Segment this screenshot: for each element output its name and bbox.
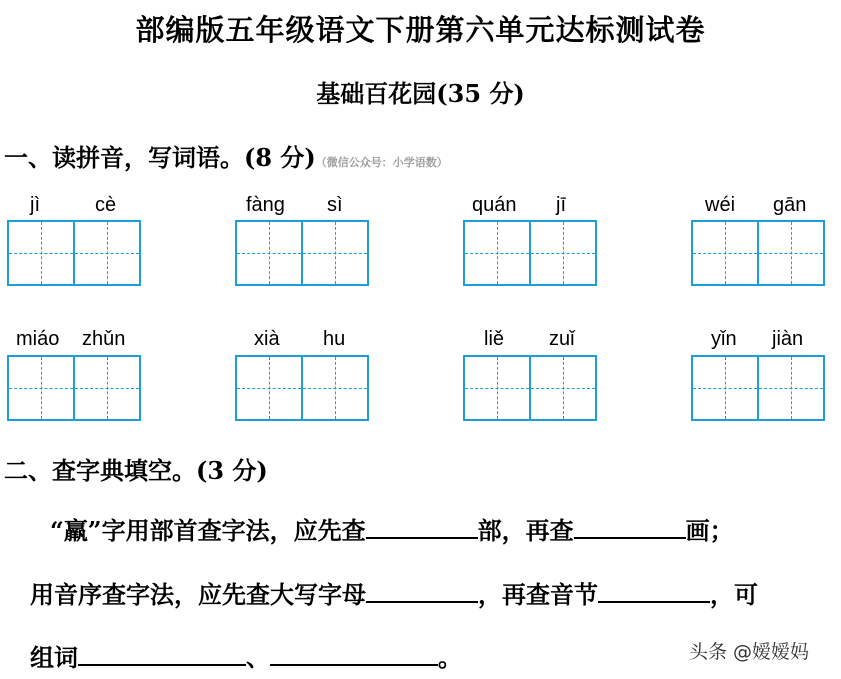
section-1-heading [4,138,448,173]
dictionary-line-3 [30,638,462,673]
pinyin: zuǐ [549,328,575,350]
question-text: 画； [685,516,734,545]
answer-blank-word-2[interactable] [270,642,438,666]
answer-blank-word-1[interactable] [78,642,246,666]
question-text: ，再查音节 [478,580,598,609]
pinyin: jiàn [772,328,804,350]
pinyin: zhǔn [82,328,126,350]
dictionary-line-2 [30,575,758,610]
watermark-text: 头条 @嫒嫒妈 [689,641,810,663]
writing-grid[interactable] [463,220,597,286]
pinyin: hu [323,328,346,350]
pinyin: jī [556,194,566,216]
pinyin: yǐn [711,328,737,350]
answer-blank-syllable[interactable] [598,579,710,603]
question-text: 部，再查 [477,516,574,545]
pinyin: wéi [705,194,736,216]
question-text: ，可 [710,580,758,609]
writing-grid[interactable] [691,355,825,421]
pinyin: gān [773,194,807,216]
writing-grid[interactable] [691,220,825,286]
writing-grid[interactable] [235,355,369,421]
question-text: 、 [246,643,270,672]
dictionary-line-1 [50,511,734,546]
question-text: “羸”字用部首查字法，应先查 [50,516,366,545]
section-1-note: （微信公众号：小学语数） [315,156,448,169]
answer-blank-letter[interactable] [366,579,478,603]
section-1-title: 一、读拼音，写词语。(8 分) [4,143,316,172]
answer-blank-radical[interactable] [366,515,478,539]
pinyin: fàng [246,194,285,216]
pinyin: jì [30,194,40,216]
writing-grid[interactable] [235,220,369,286]
pinyin: liě [484,328,505,350]
question-text: 组词 [30,643,78,672]
writing-grid[interactable] [7,355,141,421]
pinyin: cè [95,194,117,216]
writing-grid[interactable] [463,355,597,421]
pinyin: sì [327,194,343,216]
pinyin: miáo [16,328,60,350]
answer-blank-strokes[interactable] [574,515,686,539]
question-text: 用音序查字法，应先查大写字母 [30,580,366,609]
pinyin: xià [254,328,280,350]
section-subtitle: 基础百花园(35 分) [316,79,525,108]
question-text: 。 [438,643,462,672]
pinyin: quán [472,194,517,216]
writing-grid[interactable] [7,220,141,286]
section-2-heading: 二、查字典填空。(3 分) [4,456,268,485]
page-title: 部编版五年级语文下册第六单元达标测试卷 [135,13,706,47]
